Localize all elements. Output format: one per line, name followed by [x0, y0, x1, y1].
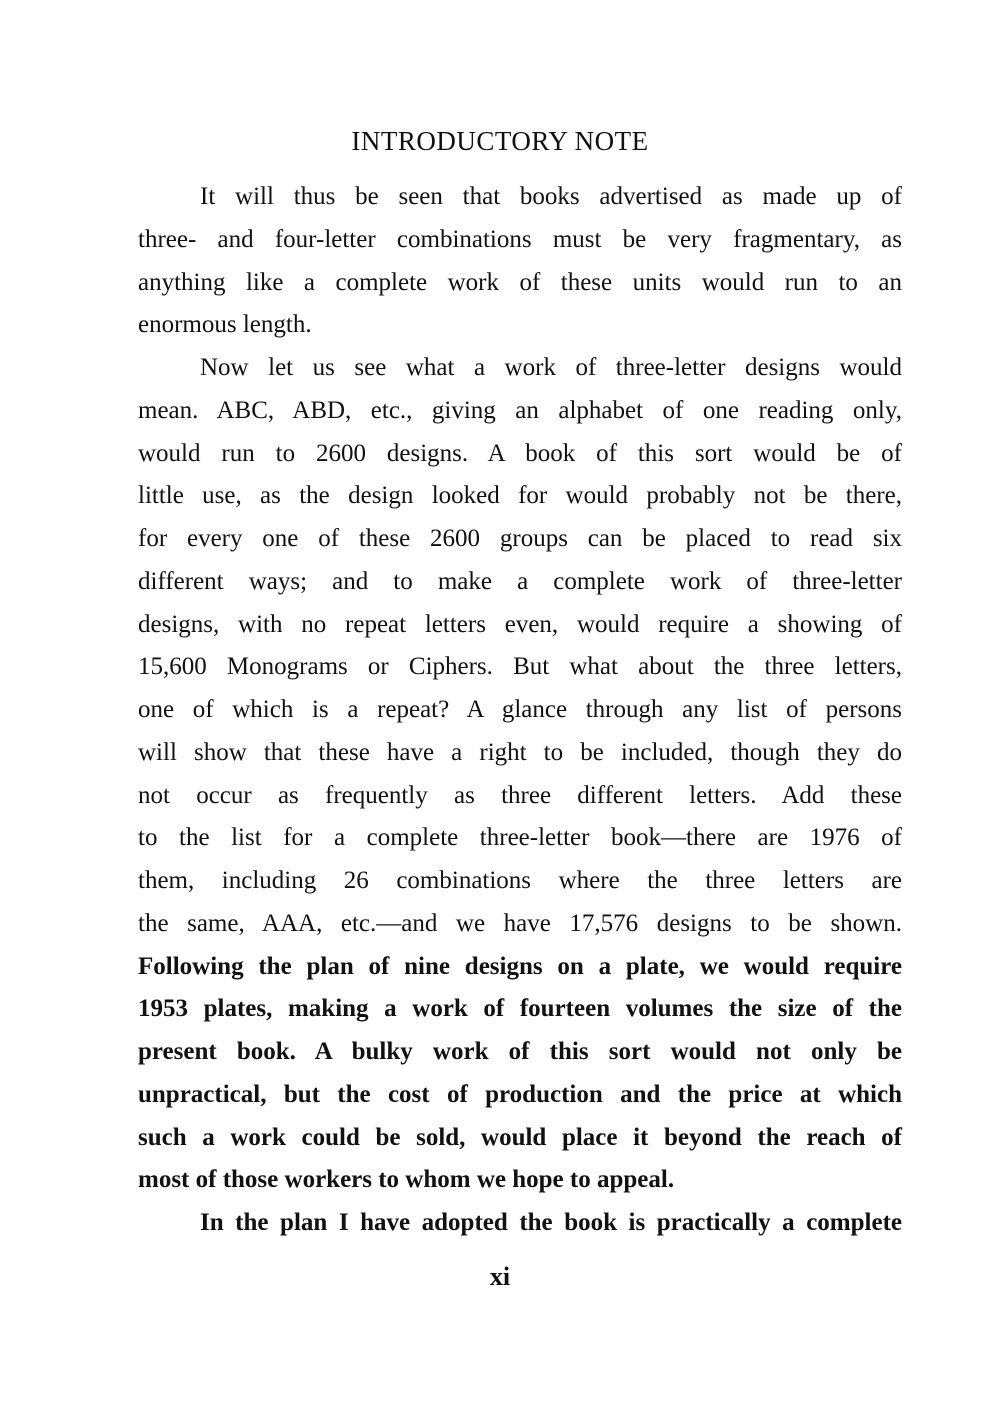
paragraph-1	[138, 176, 902, 347]
text-line: 1953 plates, making a work of fourteen volumes the size of the	[138, 995, 902, 1023]
text-line: three- and four-letter combinations must be very fragmentary, as	[138, 225, 902, 253]
text-line: to the list for a complete three-letter book—there are 1976 of	[138, 824, 902, 852]
text-line: such a work could be sold, would place it beyond the reach of	[138, 1123, 902, 1151]
page-heading: INTRODUCTORY NOTE	[351, 126, 649, 156]
page-number: xi	[489, 1262, 511, 1291]
text-line: for every one of these 2600 groups can be placed to read six	[138, 525, 902, 552]
text-line: most of those workers to whom we hope to appeal.	[138, 1166, 675, 1194]
text-line: will show that these have a right to be included, though they do	[138, 738, 902, 766]
body-text	[138, 176, 902, 1245]
text-line: 15,600 Monograms or Ciphers. But what about the three letters,	[138, 653, 902, 681]
text-line: designs, with no repeat letters even, would require a showing of	[138, 610, 902, 638]
text-line: them, including 26 combinations where the three letters are	[138, 867, 902, 894]
text-line: would run to 2600 designs. A book of this sort would be of	[138, 439, 902, 467]
text-line: not occur as frequently as three different letters. Add these	[138, 781, 902, 809]
text-line: Following the plan of nine designs on a plate, we would require	[138, 952, 902, 980]
text-line: different ways; and to make a complete work of three-letter	[138, 567, 902, 595]
paragraph-3	[138, 1202, 902, 1245]
paragraph-2	[138, 347, 902, 1202]
text-line: Now let us see what a work of three-letter designs would	[200, 354, 902, 381]
text-line: unpractical, but the cost of production and the price at which	[138, 1080, 902, 1108]
text-line: In the plan I have adopted the book is practically a complete	[200, 1209, 902, 1236]
text-line: little use, as the design looked for would probably not be there,	[138, 482, 902, 510]
text-line: one of which is a repeat? A glance through any list of persons	[138, 696, 902, 723]
text-line: It will thus be seen that books advertised as made up of	[200, 183, 902, 210]
text-line: present book. A bulky work of this sort would not only be	[138, 1038, 902, 1065]
text-line: anything like a complete work of these units would run to an	[138, 268, 902, 296]
text-line: mean. ABC, ABD, etc., giving an alphabet of one reading only,	[138, 396, 902, 424]
text-line: the same, AAA, etc.—and we have 17,576 designs to be shown.	[138, 909, 902, 937]
text-line: enormous length.	[138, 311, 312, 339]
